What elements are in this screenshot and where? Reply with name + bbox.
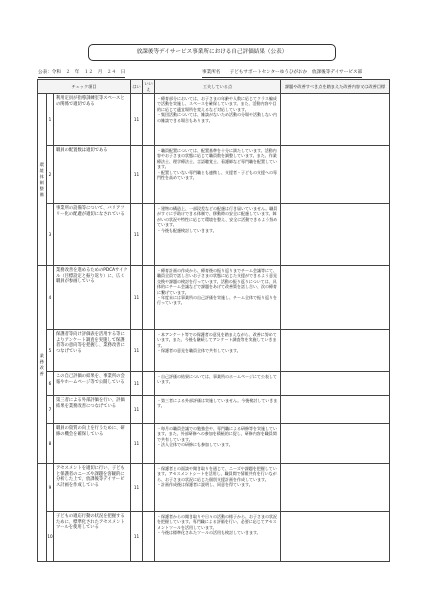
row-check-item: この自己評価の結果を、事業所の会報やホームページ等で公開している bbox=[54, 372, 131, 396]
row-remarks bbox=[281, 204, 390, 266]
row-yes-count: 11 bbox=[131, 266, 143, 330]
improvement-line: ・配置していない専門職とも連携し、支援者・子どもの支援への専門性を高めています。 bbox=[157, 169, 278, 181]
row-number: 2 bbox=[47, 146, 54, 204]
category-business: 業務改善 bbox=[38, 266, 47, 464]
table-row bbox=[38, 266, 390, 330]
row-yes-count: 11 bbox=[131, 94, 143, 146]
row-no-count bbox=[143, 464, 155, 512]
row-yes-count: 11 bbox=[131, 512, 143, 562]
row-improvement bbox=[155, 396, 281, 424]
row-remarks bbox=[281, 512, 390, 562]
row-no-count bbox=[143, 396, 155, 424]
table-row bbox=[38, 372, 390, 396]
row-check-item: アセスメントを適切に行い、子どもと保護者のニーズや課題を客観的に分析した上で、放課後等デイサービス計画を作成している bbox=[54, 464, 131, 512]
improvement-line: ・計画作成後は保護者に説明し、同意を得ています。 bbox=[157, 482, 253, 488]
row-improvement bbox=[155, 330, 281, 372]
row-remarks bbox=[281, 464, 390, 512]
improvement-line: ・今後は標準化されたツールの活用も検討していきます。 bbox=[157, 530, 261, 536]
improvement-line: ・年度末には事業所の自己評価を実施し、チーム全体で振り返りを行っています。 bbox=[157, 295, 278, 306]
row-number: 7 bbox=[47, 396, 54, 424]
table-row bbox=[38, 330, 390, 372]
table-row bbox=[38, 396, 390, 424]
row-remarks bbox=[281, 266, 390, 330]
row-number: 10 bbox=[47, 512, 54, 562]
table-row bbox=[38, 512, 390, 562]
row-remarks bbox=[281, 372, 390, 396]
row-yes-count: 11 bbox=[131, 396, 143, 424]
row-no-count bbox=[143, 372, 155, 396]
row-improvement bbox=[155, 266, 281, 330]
improvement-line: ・保護者との面談や聞き取りを通じて、ニーズや課題を把握しています。アセスメントシートを活用し、職員間で情報共有を行いながら、お子さまの状況に応じた個別支援計画を作成しています。 bbox=[157, 466, 277, 482]
document-title: 放課後等デイサービス事業所における自己評価結果（公表） bbox=[88, 44, 336, 61]
row-number: 1 bbox=[47, 94, 54, 146]
category-environment: 環境・体制整備 bbox=[38, 94, 47, 266]
header-remarks: 課題や改善すべき点を踏まえた改善内容又は改善目標 bbox=[281, 80, 390, 94]
row-no-count bbox=[143, 512, 155, 562]
row-improvement bbox=[155, 512, 281, 562]
row-yes-count: 11 bbox=[131, 464, 143, 512]
row-no-count bbox=[143, 204, 155, 266]
row-check-item: 事業所の設備等について、バリアフリー化の配慮が適切になされている bbox=[54, 204, 131, 266]
header-no: いいえ bbox=[144, 81, 153, 92]
improvement-line: ・療育計画の作成から、療育後の振り返りまでチーム会議等にて、職員全員で話し合いお子さまの状態に応じた支援ができるよう意見交換や課題の検討を行っています。活動の振り返りについては、具体的にチーム会議などで課題をあげて改善策を話し合い、次の療育に繋げています。 bbox=[157, 268, 278, 295]
row-remarks bbox=[281, 94, 390, 146]
table-row bbox=[38, 204, 390, 266]
row-check-item: 職員の資質の向上を行うために、研修の機会を確保している bbox=[54, 424, 131, 464]
evaluation-table bbox=[37, 79, 390, 562]
improvement-line: ・自己評価の結果については、事業所のホームページにて公表しています。 bbox=[157, 374, 277, 385]
row-improvement bbox=[155, 464, 281, 512]
row-check-item: 保護者等向け評価表を活用する等によりアンケート調査を実施して保護者等の意向等を把握し、業務改善につなげている bbox=[54, 330, 131, 372]
row-number: 9 bbox=[47, 464, 54, 512]
improvement-line: ・職員配置については、配置基準を十分に満たしています。活動内容やお子さまの状態に応じて職員数を調整しています。また、作業療法士、理学療法士、言語聴覚士、看護師など専門職を配置しています。 bbox=[157, 148, 278, 170]
row-improvement bbox=[155, 204, 281, 266]
row-check-item: 職員の配置数は適切である bbox=[54, 146, 131, 204]
row-yes-count: 11 bbox=[131, 330, 143, 372]
table-row bbox=[38, 146, 390, 204]
row-no-count bbox=[143, 266, 155, 330]
row-yes-count: 11 bbox=[131, 204, 143, 266]
improvement-line: ・第三者による外部評価は実施していません。今後検討していきます。 bbox=[157, 398, 278, 409]
table-row bbox=[38, 94, 390, 146]
improvement-line: ・集団活動については、雑談がないため活動の分場や活動しない内の雑談できる場合もあります。 bbox=[157, 112, 277, 123]
row-check-item: 第三者による外部評価を行い、評価結果を業務改善につなげている bbox=[54, 396, 131, 424]
improvement-line: ・療育部分においては、お子さまの年齢や人数に応じてクラス編成で活動を実施し、スペースを確保しています。また、活動内容や目的に応じて適宜場所を変えるなど対応しています。 bbox=[157, 96, 277, 112]
improvement-line: ・保護者の意見を職員全体で共有しています。 bbox=[157, 348, 241, 354]
improvement-line: ・本アンケート等での保護者の意見を踏まえながら、改善に努めています。また、今後も継続してアンケート調査等を実施していきます。 bbox=[157, 332, 277, 348]
header-check-item: チェック項目 bbox=[38, 80, 131, 94]
row-no-count bbox=[143, 424, 155, 464]
row-number: 5 bbox=[47, 330, 54, 372]
table-row bbox=[38, 464, 390, 512]
row-number: 8 bbox=[47, 424, 54, 464]
row-remarks bbox=[281, 424, 390, 464]
row-improvement bbox=[155, 372, 281, 396]
publication-date: 公表：令和 ２ 年 １２ 月 ２４ 日 bbox=[38, 69, 188, 77]
row-improvement bbox=[155, 146, 281, 204]
row-no-count bbox=[143, 146, 155, 204]
improvement-line: ・建物の構造上、一部段差などの配慮は行き届いていません。職員がすぐに手助けできる体制で、移動時の安全に配慮しています。障がいの状況や特性に応じて環境を整え、安全に活動できるよう努めています。 bbox=[157, 206, 278, 228]
row-yes-count: 11 bbox=[131, 424, 143, 464]
header-improvement: 工夫している点 bbox=[155, 80, 281, 94]
row-improvement bbox=[155, 424, 281, 464]
row-remarks bbox=[281, 146, 390, 204]
row-yes-count: 11 bbox=[131, 146, 143, 204]
category-blank bbox=[38, 464, 47, 562]
improvement-line: ・毎月の職員会議での勉強会や、専門職による研修等を実施しています。また、外部研修への参加を積極的に促し、研修内容を職員間で共有しています。 bbox=[157, 426, 277, 442]
improvement-line: ・今後も配慮検討していきます。 bbox=[157, 227, 217, 233]
row-yes-count: 11 bbox=[131, 372, 143, 396]
improvement-line: ・保護者からの聞き取りや日々の活動の様子から、お子さまの状況を把握しています。専門職による評価を行い、必要に応じてアセスメントツールを活用しています。 bbox=[157, 514, 278, 530]
row-remarks bbox=[281, 396, 390, 424]
row-no-count bbox=[143, 330, 155, 372]
improvement-line: ・法人全体での研修にも参加しています。 bbox=[157, 442, 233, 448]
row-check-item: 業務改善を進めるためのPDCAサイクル（目標設定と振り返り）に、広く職員が参画している bbox=[54, 266, 131, 330]
row-remarks bbox=[281, 330, 390, 372]
table-row bbox=[38, 424, 390, 464]
row-check-item: 子どもの適応行動の状況を把握するために、標準化されたアセスメントツールを使用している bbox=[54, 512, 131, 562]
row-improvement bbox=[155, 94, 281, 146]
row-number: 3 bbox=[47, 204, 54, 266]
row-number: 4 bbox=[47, 266, 54, 330]
office-name: 事業所名 子どもサポートセンターゆうひがおか 放課後等デイサービス部 bbox=[202, 69, 370, 77]
row-check-item: 利用定員が指導訓練室等スペースとの関係で適切である bbox=[54, 94, 131, 146]
row-number: 6 bbox=[47, 372, 54, 396]
row-no-count bbox=[143, 94, 155, 146]
header-yes: はい bbox=[131, 80, 143, 94]
